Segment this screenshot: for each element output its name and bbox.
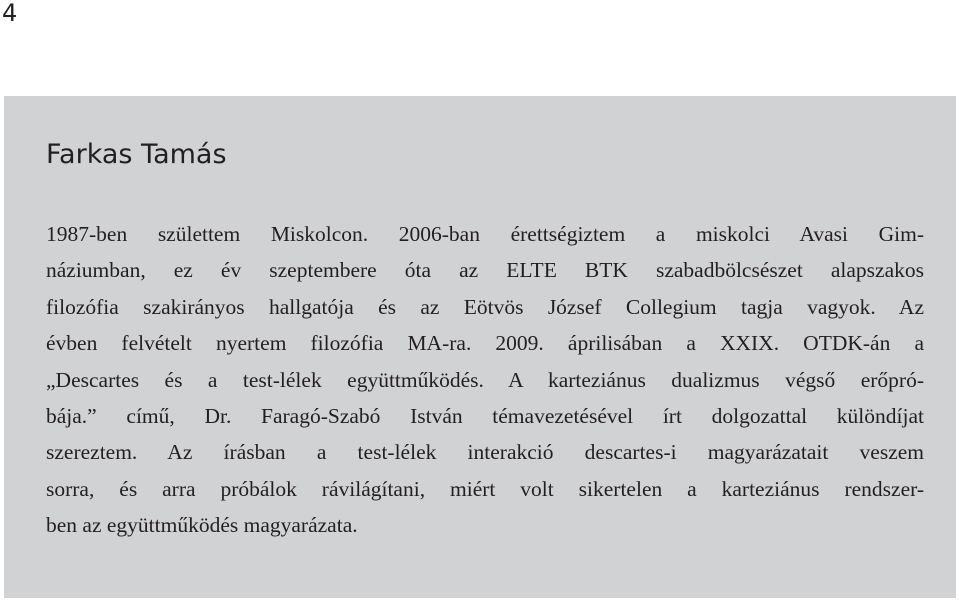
bio-line: 1987-ben születtem Miskolcon. 2006-ban érettségiztem a miskolci Avasi Gim- [46,222,924,246]
author-name: Farkas Tamás [46,139,227,170]
bio-line: ben az együttműködés magyarázata. [46,513,358,538]
bio-line: évben felvételt nyertem filozófia MA-ra. 2009. áprilisában a XXIX. OTDK-án a [46,331,924,356]
bio-line: náziumban, ez év szeptembere óta az ELTE BTK szabadbölcsészet alapszakos [46,258,924,283]
author-bio-box [4,96,956,598]
bio-line: szereztem. Az írásban a test-lélek interakció descartes-i magyarázatait veszem [46,440,924,465]
page-number: 4 [2,0,18,27]
bio-line: „Descartes és a test-lélek együttműködés. A karteziánus dualizmus végső erőpró- [46,367,924,392]
bio-line: filozófia szakirányos hallgatója és az Eötvös József Collegium tagja vagyok. Az [46,294,924,319]
bio-line: sorra, és arra próbálok rávilágítani, miért volt sikertelen a karteziánus rendszer- [46,476,924,501]
bio-line: bája.” című, Dr. Faragó-Szabó István témavezetésével írt dolgozattal különdíjat [46,403,924,428]
author-bio-text [46,216,924,544]
